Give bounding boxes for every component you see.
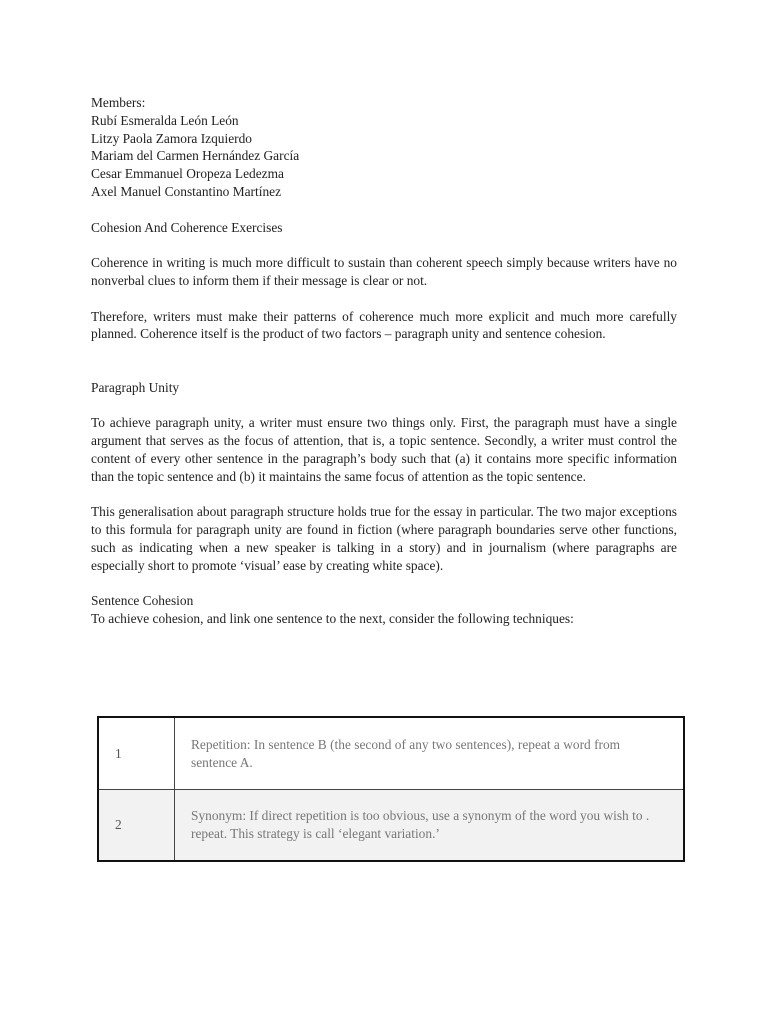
table-row — [98, 790, 684, 862]
sentence-cohesion-heading: Sentence Cohesion — [91, 593, 194, 609]
paragraph-unity-paragraph: To achieve paragraph unity, a writer must ensure two things only. First, the paragraph must have a single argument that serves as the focus of attention, that is, a topic sentence. Secondly, a writer must control the content of every other sentence in the paragraph’s body such that (a) it contains more specific information than the topic sentence and (b) it maintains the same focus of attention as the topic sentence. — [91, 415, 677, 484]
document-page — [91, 94, 677, 628]
members-block — [91, 94, 677, 201]
member-name: Litzy Paola Zamora Izquierdo — [91, 130, 252, 146]
member-name: Mariam del Carmen Hernández García — [91, 148, 300, 164]
technique-description: Repetition: In sentence B (the second of any two sentences), repeat a word from sentence A. — [175, 717, 685, 790]
sentence-cohesion-intro: To achieve cohesion, and link one sentence to the next, consider the following techniques: — [91, 611, 574, 627]
member-name: Cesar Emmanuel Oropeza Ledezma — [91, 166, 284, 182]
table-row — [98, 717, 684, 790]
coherence-paragraph: Therefore, writers must make their patterns of coherence much more explicit and much more carefully planned. Coherence itself is the product of two factors – paragraph unity and sentence cohesion. — [91, 308, 677, 342]
member-name: Rubí Esmeralda León León — [91, 112, 239, 128]
document-title: Cohesion And Coherence Exercises — [91, 219, 283, 235]
coherence-paragraph: Coherence in writing is much more difficult to sustain than coherent speech simply because writers have no nonverbal clues to inform them if their message is clear or not. — [91, 255, 677, 288]
paragraph-unity-paragraph: This generalisation about paragraph structure holds true for the essay in particular. The two major exceptions to this formula for paragraph unity are found in fiction (where paragraph boundaries serve other functions, such as indicating when a new speaker is talking in a story) and in journalism (where paragraphs are especially short to promote ‘visual’ ease by creating white space). — [91, 504, 677, 573]
members-heading: Members: — [91, 95, 146, 110]
paragraph-unity-heading: Paragraph Unity — [91, 379, 180, 395]
technique-number: 2 — [98, 790, 175, 862]
technique-description: Synonym: If direct repetition is too obvious, use a synonym of the word you wish to . repeat. This strategy is call ‘elegant variation.’ — [175, 790, 685, 862]
member-name: Axel Manuel Constantino Martínez — [91, 183, 282, 199]
technique-number: 1 — [98, 717, 175, 790]
techniques-table — [97, 716, 685, 862]
